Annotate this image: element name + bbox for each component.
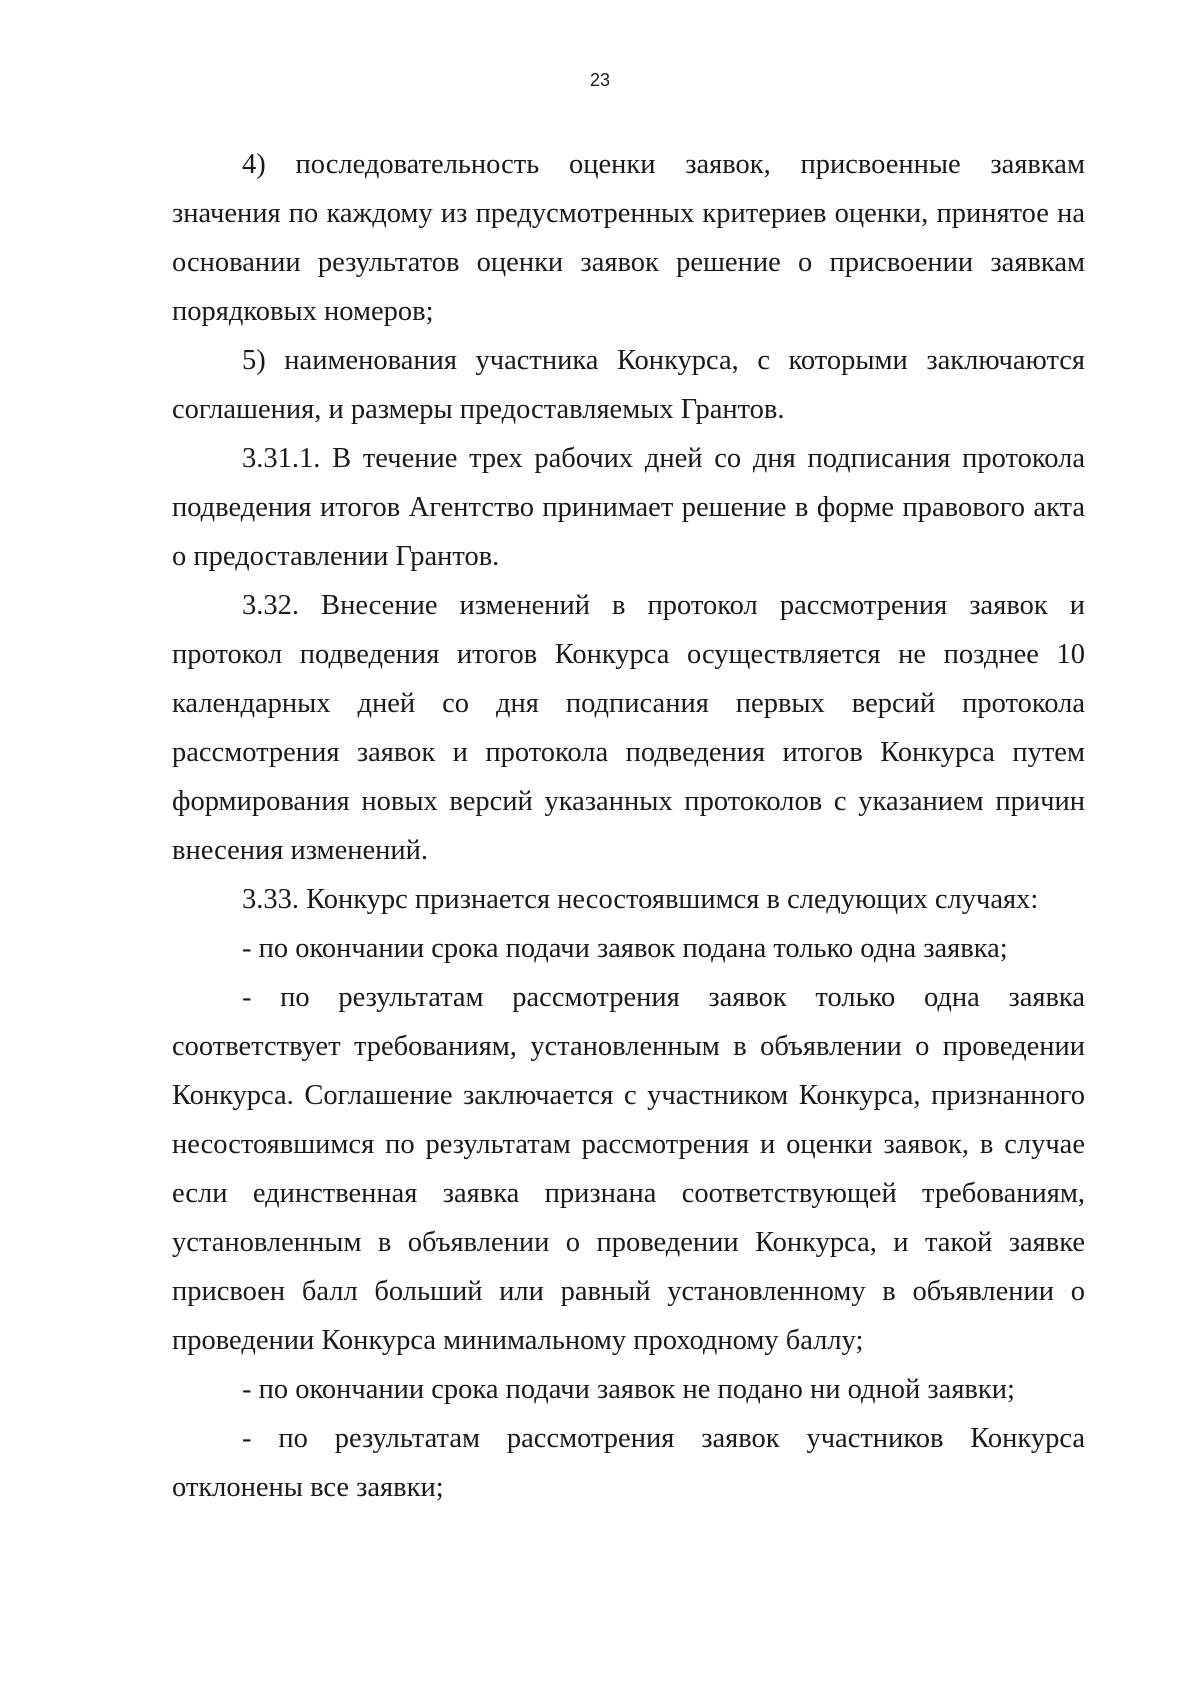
list-item-no-applications: - по окончании срока подачи заявок не подано ни одной заявки; [242,1374,1015,1405]
paragraph-item-4: 4) последовательность оценки заявок, присвоенные заявкам значения по каждому из предусмотренных критериев оценки, принятое на основании результатов оценки заявок решение о присвоении заявкам порядковых номеров; [172,149,1085,327]
list-item-single-compliant: - по результатам рассмотрения заявок только одна заявка соответствует требованиям, установленным в объявлении о проведении Конкурса. Соглашение заключается с участником Конкурса, признанного несостоявшимся по результатам рассмотрения и оценки заявок, в случае если единственная заявка признана соответствующей требованиям, установленным в объявлении о проведении Конкурса, и такой заявке присвоен балл больший или равный установленному в объявлении о проведении Конкурса минимальному проходному баллу; [172,982,1085,1356]
document-body [172,140,1085,1512]
page-number: 23 [589,70,611,90]
paragraph-item-5: 5) наименования участника Конкурса, с которыми заключаются соглашения, и размеры предоставляемых Грантов. [172,345,1085,425]
paragraph-3-32: 3.32. Внесение изменений в протокол рассмотрения заявок и протокол подведения итогов Конкурса осуществляется не позднее 10 календарных дней со дня подписания первых версий протокола рассмотрения заявок и протокола подведения итогов Конкурса путем формирования новых версий указанных протоколов с указанием причин внесения изменений. [172,590,1085,866]
list-item-single-application: - по окончании срока подачи заявок подана только одна заявка; [242,933,1008,964]
paragraph-3-31-1: 3.31.1. В течение трех рабочих дней со дня подписания протокола подведения итогов Агентство принимает решение в форме правового акта о предоставлении Грантов. [172,443,1085,572]
paragraph-3-33: 3.33. Конкурс признается несостоявшимся в следующих случаях: [242,884,1039,915]
list-item-all-rejected: - по результатам рассмотрения заявок участников Конкурса отклонены все заявки; [172,1423,1085,1503]
